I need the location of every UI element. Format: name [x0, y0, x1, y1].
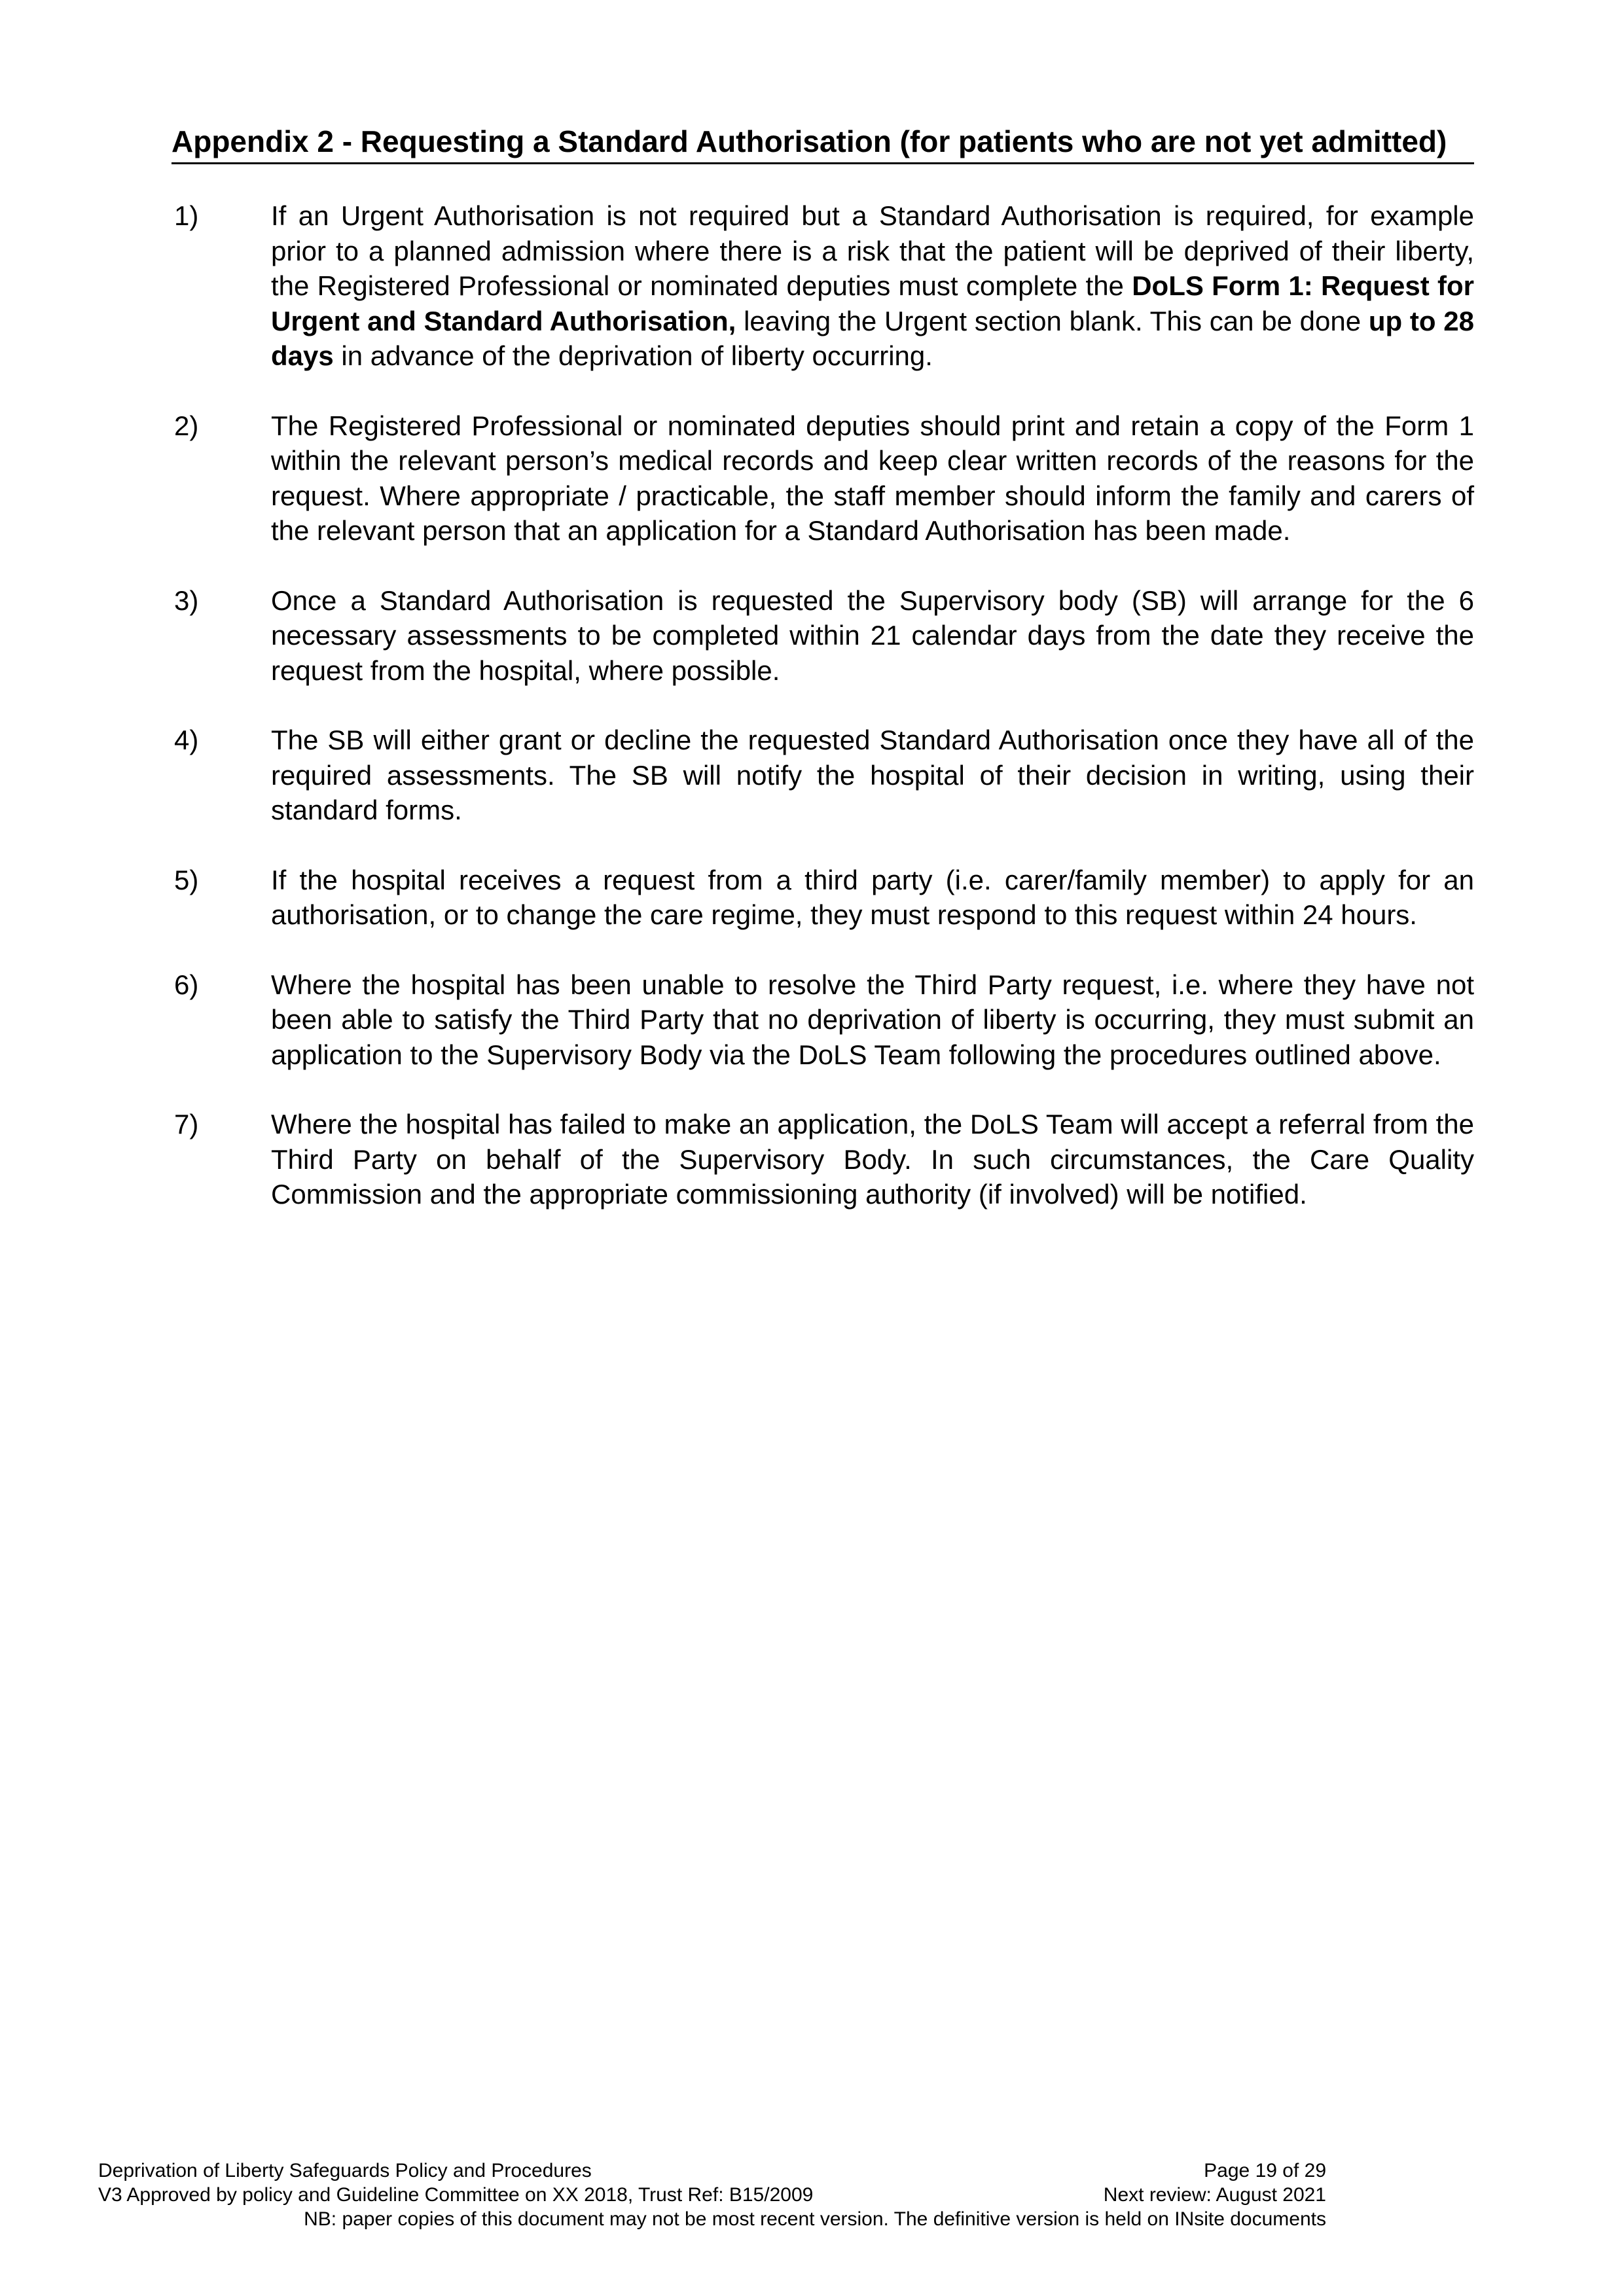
list-item [171, 583, 1474, 689]
item-number: 2) [174, 410, 199, 441]
item-text-part: in advance of the deprivation of liberty occurring. [333, 340, 933, 371]
item-number: 7) [174, 1109, 199, 1139]
item-text: Once a Standard Authorisation is requested the Supervisory body (SB) will arrange for the 6 necessary assessments to be completed within 21 calendar days from the date they receive the request from the hospital, where possible. [271, 584, 1474, 686]
footer-page-number: Page 19 of 29 [1204, 2160, 1326, 2181]
list-item [171, 723, 1474, 828]
list-item [171, 408, 1474, 548]
item-text: If the hospital receives a request from a third party (i.e. carer/family member) to apply for an authorisation, or to change the care regime, they must respond to this request within 24 hours. [271, 864, 1474, 930]
item-text: The Registered Professional or nominated deputies should print and retain a copy of the Form 1 within the relevant person’s medical records and keep clear written records of the reasons for the request. Where appropriate / practicable, the staff member should inform the family and carers of the relevant person that an application for a Standard Authorisation has been made. [271, 410, 1474, 546]
list-item [171, 967, 1474, 1073]
list-item [171, 198, 1474, 374]
footer-row [98, 2183, 1326, 2207]
item-number: 3) [174, 584, 199, 616]
page-footer [98, 2159, 1326, 2231]
item-text: Where the hospital has been unable to resolve the Third Party request, i.e. where they have not been able to satisfy the Third Party that no deprivation of liberty is occurring, they must submit an application to the Supervisory Body via the DoLS Team following the procedures outlined above. [271, 969, 1474, 1070]
footer-document-title: Deprivation of Liberty Safeguards Policy and Procedures [98, 2160, 592, 2181]
form-name-bold: DoLS Form 1: Request for Urgent and Standard Authorisation, [271, 270, 1474, 336]
footer-row [98, 2159, 1326, 2183]
footer-note: NB: paper copies of this document may not be most recent version. The definitive version is held on INsite documents [304, 2208, 1326, 2230]
list-item [171, 863, 1474, 933]
item-text-part: If an Urgent Authorisation is not required but a Standard Authorisation is required, for example prior to a planned admission where there is a risk that the patient will be deprived of their liberty, the Registered Professional or nominated deputies must complete the [271, 200, 1474, 301]
list-item [171, 1107, 1474, 1212]
deadline-bold: up to 28 days [271, 305, 1474, 371]
item-number: 5) [174, 864, 199, 895]
item-number: 4) [174, 725, 199, 755]
numbered-list [171, 198, 1474, 1247]
footer-approval: V3 Approved by policy and Guideline Committee on XX 2018, Trust Ref: B15/2009 [98, 2184, 814, 2206]
page-heading: Appendix 2 - Requesting a Standard Authorisation (for patients who are not yet admitted) [171, 122, 1474, 164]
item-text [271, 198, 1474, 374]
item-text: Where the hospital has failed to make an application, the DoLS Team will accept a referral from the Third Party on behalf of the Supervisory Body. In such circumstances, the Care Quality Commission and the appropriate commissioning authority (if involved) will be notified. [271, 1109, 1474, 1210]
item-text-part: leaving the Urgent section blank. This can be done [736, 305, 1369, 336]
item-number: 1) [174, 200, 199, 231]
footer-review-date: Next review: August 2021 [1103, 2184, 1326, 2206]
item-number: 6) [174, 969, 199, 1000]
item-text: The SB will either grant or decline the requested Standard Authorisation once they have all of the required assessments. The SB will notify the hospital of their decision in writing, using their standard forms. [271, 725, 1474, 825]
